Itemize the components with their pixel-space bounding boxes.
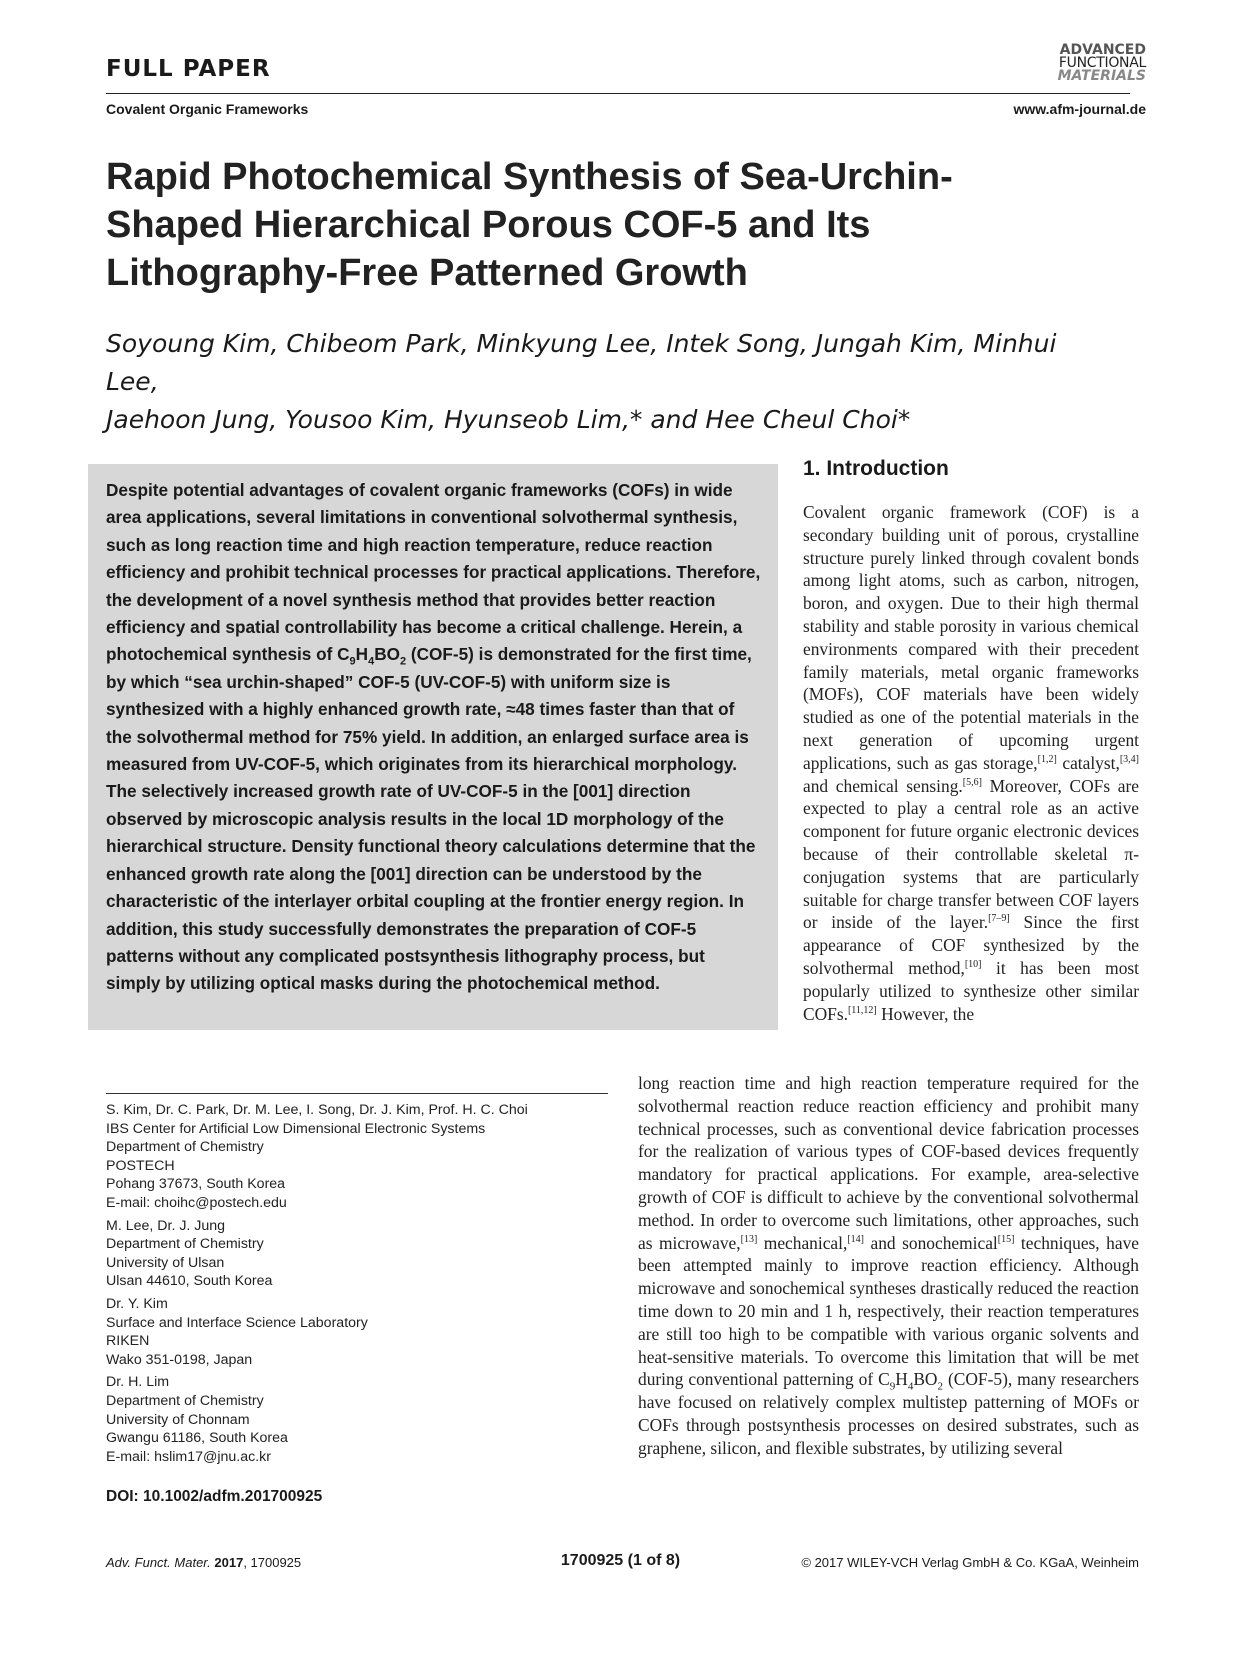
affiliation-block	[106, 1101, 608, 1213]
intro-text: techniques, have been attempted mainly to improve reaction efficiency. Although microwave and sonochemical syntheses drastically reduced the reaction time down to 20 min and 1 h, respectively, their reaction temperatures are still too high to be compatible with various organic solvents and heat-sensitive materials. To overcome this limitation that will be met during conventional patterning of	[638, 1232, 1139, 1390]
affiliation-line: M. Lee, Dr. J. Jung	[106, 1217, 226, 1234]
abstract-text	[106, 477, 761, 998]
affiliations	[106, 1101, 608, 1470]
intro-text: Moreover, COFs are expected to play a central role as an active component for future organic electronic devices because of their controllable skeletal π-conjugation systems that are particularly suitable for charge transfer between COF layers or inside of the layer.	[803, 775, 1139, 933]
affiliation-rule	[106, 1093, 608, 1094]
citation-ref[interactable]: [7–9]	[988, 913, 1010, 925]
citation-ref[interactable]: [14]	[847, 1233, 864, 1245]
footer-page-number: 1700925 (1 of 8)	[560, 1552, 681, 1569]
affiliation-line: POSTECH	[106, 1157, 175, 1174]
intro-text: and sonochemical	[864, 1232, 998, 1253]
affiliation-line: Gwangu 61186, South Korea	[106, 1430, 288, 1447]
affiliation-line: Department of Chemistry	[106, 1139, 264, 1156]
citation-ref[interactable]: [11,12]	[847, 1004, 877, 1016]
affiliation-line: Department of Chemistry	[106, 1236, 264, 1253]
intro-text: mechanical,	[757, 1232, 848, 1253]
citation-ref[interactable]: [1,2]	[1037, 753, 1057, 765]
affiliation-line: University of Ulsan	[106, 1254, 225, 1271]
intro-text: Covalent organic framework (COF) is a secondary building unit of porous, crystalline structure purely linked through covalent bonds among light atoms, such as carbon, nitrogen, boron, and oxygen. Due to their high thermal stability and stable porosity in various chemical environments compared with their precedent family materials, metal organic frameworks (MOFs), COF materials have been widely studied as one of the potential materials in the next generation of upcoming urgent applications, such as gas storage,	[803, 502, 1139, 773]
affiliation-block	[106, 1217, 608, 1291]
intro-text: Since the first appearance of COF synthesized by the solvothermal method,	[803, 912, 1139, 978]
intro-text: However, the	[876, 1003, 975, 1024]
affiliation-block	[106, 1373, 608, 1466]
affiliation-line: RIKEN	[106, 1333, 150, 1350]
affiliation-line: S. Kim, Dr. C. Park, Dr. M. Lee, I. Song, Dr. J. Kim, Prof. H. C. Choi	[106, 1102, 528, 1118]
author-line-2: Jaehoon Jung, Yousoo Kim, Hyunseob Lim,* and Hee Cheul Choi*	[106, 405, 911, 434]
affiliation-line: IBS Center for Artificial Low Dimensional Electronic Systems	[106, 1120, 486, 1137]
citation-ref[interactable]: [15]	[997, 1233, 1015, 1245]
paper-title: Rapid Photochemical Synthesis of Sea-Urchin-Shaped Hierarchical Porous COF-5 and Its Lithography-Free Patterned Growth	[106, 156, 953, 294]
intro-column-text	[803, 501, 1139, 1025]
footer-article: , 1700925	[243, 1555, 302, 1570]
header-full-paper: FULL PAPER	[106, 56, 271, 82]
footer-copyright: © 2017 WILEY-VCH Verlag GmbH & Co. KGaA, Weinheim	[801, 1555, 1139, 1570]
footer-year: 2017	[214, 1555, 244, 1570]
journal-url-link[interactable]: www.afm-journal.de	[1013, 101, 1146, 117]
intro-text: catalyst,	[1056, 752, 1120, 773]
affiliation-line: Ulsan 44610, South Korea	[106, 1273, 273, 1290]
affiliation-line: Department of Chemistry	[106, 1392, 264, 1409]
affiliation-line: Surface and Interface Science Laboratory	[106, 1314, 368, 1331]
author-list	[106, 325, 1106, 439]
logo-line-1: ADVANCED	[1059, 42, 1146, 58]
footer-journal: Adv. Funct. Mater.	[106, 1555, 211, 1570]
affiliation-email[interactable]: E-mail: choihc@postech.edu	[106, 1194, 287, 1211]
citation-ref[interactable]: [13]	[740, 1233, 758, 1245]
intro-text: it has been most popularly utilized to synthesize other similar COFs.	[803, 957, 1139, 1024]
affiliation-block	[106, 1295, 608, 1369]
citation-ref[interactable]: [10]	[964, 959, 982, 971]
citation-ref[interactable]: [3,4]	[1119, 753, 1140, 765]
citation-ref[interactable]: [5,6]	[962, 776, 982, 788]
intro-wide-text	[638, 1072, 1139, 1460]
abstract-formula: $C_9H_4BO_2$	[337, 644, 407, 668]
logo-line-2: FUNCTIONAL	[1058, 55, 1146, 71]
intro-text: long reaction time and high reaction temperature required for the solvothermal reaction reduce reaction efficiency and prohibit many technical processes, such as conventional device fabrication processes for the realization of various types of COF-based devices frequently mandatory for practical applications. For example, area-selective growth of COF is difficult to achieve by the conventional solvothermal method. In order to overcome such limitations, other approaches, such as microwave,	[638, 1073, 1139, 1253]
affiliation-line: Dr. H. Lim	[106, 1374, 170, 1391]
section-heading-introduction: 1. Introduction	[803, 457, 949, 480]
inline-formula: $C_9H_4BO_2$	[878, 1369, 943, 1393]
author-line-1: Soyoung Kim, Chibeom Park, Minkyung Lee, Intek Song, Jungah Kim, Minhui Lee,	[106, 329, 1057, 396]
doi-link[interactable]: DOI: 10.1002/adfm.201700925	[106, 1488, 323, 1505]
affiliation-email[interactable]: E-mail: hslim17@jnu.ac.kr	[106, 1448, 271, 1465]
header-section-label: Covalent Organic Frameworks	[106, 101, 309, 117]
intro-text: and chemical sensing.	[803, 775, 963, 796]
journal-logo	[1036, 44, 1146, 83]
affiliation-line: University of Chonnam	[106, 1411, 250, 1428]
logo-line-3: MATERIALS	[1057, 68, 1146, 84]
footer-citation	[106, 1555, 301, 1570]
affiliation-line: Pohang 37673, South Korea	[106, 1176, 286, 1193]
intro-text: (COF-5), many researchers have focused on relatively complex multistep patterning of MOFs or COFs through postsynthesis processes on desired substrates, such as graphene, silicon, and flexible substrates, by utilizing several	[638, 1369, 1139, 1458]
header-rule	[106, 93, 1130, 94]
affiliation-line: Wako 351-0198, Japan	[106, 1351, 253, 1368]
abstract-part-1: Despite potential advantages of covalent organic frameworks (COFs) in wide area applications, several limitations in conventional solvothermal synthesis, such as long reaction time and high reaction temperature, reduce reaction efficiency and prohibit technical processes for practical applications. Therefore, the development of a novel synthesis method that provides better reaction efficiency and spatial controllability has become a critical challenge. Herein, a photochemical synthesis of	[106, 480, 761, 665]
affiliation-line: Dr. Y. Kim	[106, 1295, 168, 1312]
abstract-part-2: (COF-5) is demonstrated for the first time, by which “sea urchin-shaped” COF-5 (UV-COF-5) with uniform size is synthesized with a highly enhanced growth rate, ≈48 times faster than that of the solvothermal method for 75% yield. In addition, an enlarged surface area is measured from UV-COF-5, which originates from its hierarchical morphology. The selectively increased growth rate of UV-COF-5 in the [001] direction observed by microscopic analysis results in the local 1D morphology of the hierarchical structure. Density functional theory calculations determine that the enhanced growth rate along the [001] direction can be understood by the characteristic of the interlayer orbital coupling at the frontier energy region. In addition, this study successfully demonstrates the preparation of COF-5 patterns without any complicated postsynthesis lithography process, but simply by utilizing optical masks during the photochemical method.	[106, 644, 756, 994]
